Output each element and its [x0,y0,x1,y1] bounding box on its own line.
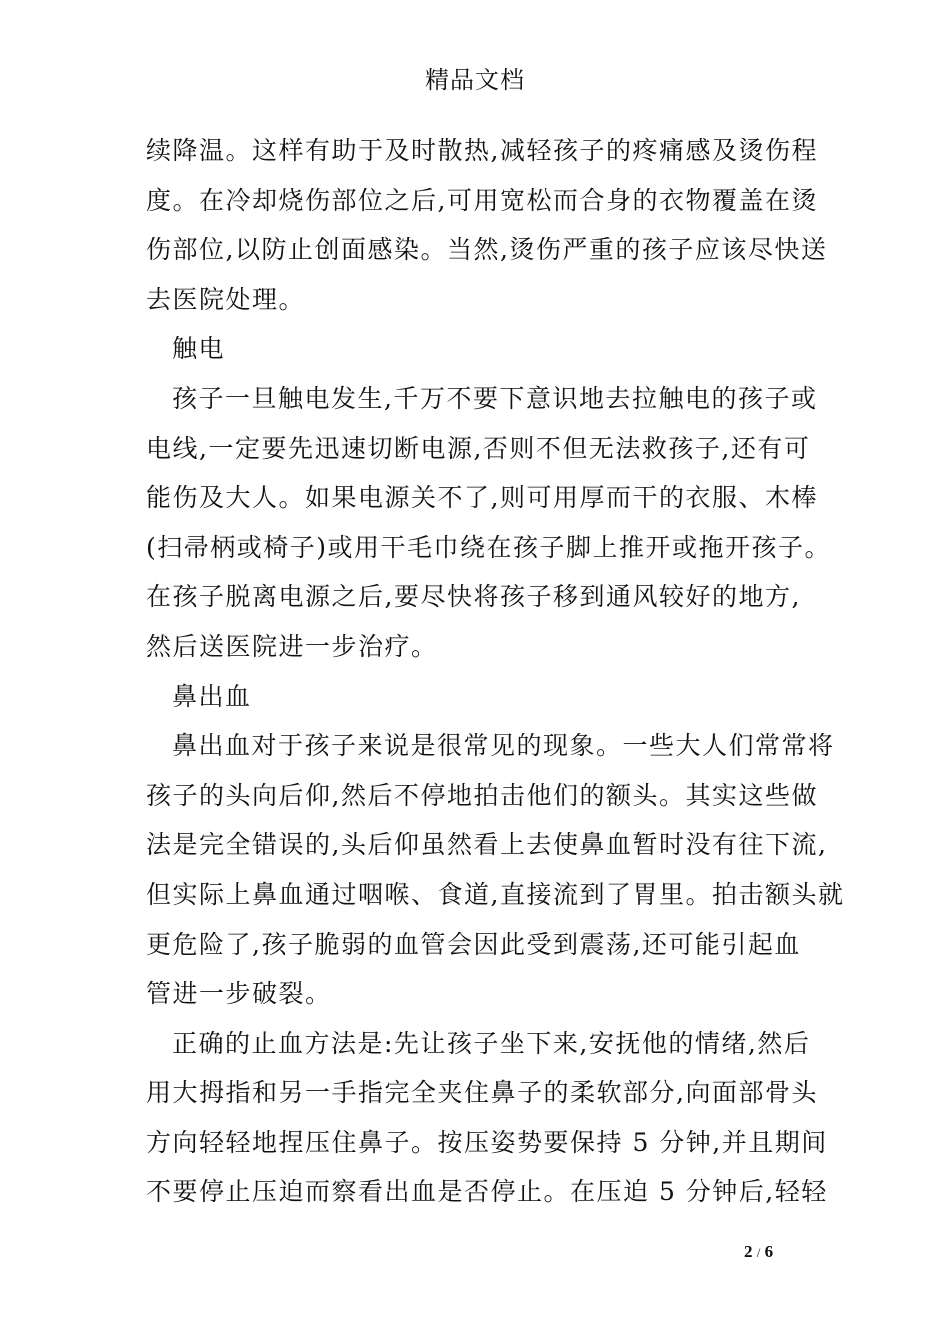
page-current: 2 [744,1242,753,1261]
body-line: 不要停止压迫而察看出血是否停止。在压迫 5 分钟后,轻轻 [146,1177,828,1207]
page-total: 6 [764,1242,774,1261]
document-body [146,126,845,1217]
body-line: 能伤及大人。如果电源关不了,则可用厚而干的衣服、木棒 [146,483,818,513]
body-line: 方向轻轻地捏压住鼻子。按压姿势要保持 5 分钟,并且期间 [146,1127,828,1157]
section-heading-nosebleed: 鼻出血 [172,681,252,711]
body-line: 但实际上鼻血通过咽喉、食道,直接流到了胃里。拍击额头就 [146,879,845,909]
paragraph-first-line: 鼻出血对于孩子来说是很常见的现象。一些大人们常常将 [172,731,835,761]
paragraph-first-line: 正确的止血方法是:先让孩子坐下来,安抚他的情绪,然后 [172,1028,811,1058]
body-line: 法是完全错误的,头后仰虽然看上去使鼻血暂时没有往下流, [146,830,828,860]
section-heading-electric-shock: 触电 [172,334,226,364]
paragraph-first-line: 孩子一旦触电发生,千万不要下意识地去拉触电的孩子或 [172,383,818,413]
body-line: 续降温。这样有助于及时散热,减轻孩子的疼痛感及烫伤程 [146,136,818,165]
body-line: 然后送医院进一步治疗。 [146,631,438,661]
body-line: 去医院处理。 [146,284,306,314]
page-header-title: 精品文档 [425,66,525,94]
page-number [744,1240,773,1265]
body-line: 孩子的头向后仰,然后不停地拍击他们的额头。其实这些做 [146,780,818,810]
body-line: 用大拇指和另一手指完全夹住鼻子的柔软部分,向面部骨头 [146,1078,818,1108]
body-line: 更危险了,孩子脆弱的血管会因此受到震荡,还可能引起血 [146,929,801,959]
body-line: 伤部位,以防止创面感染。当然,烫伤严重的孩子应该尽快送 [146,235,828,265]
page-separator: / [756,1245,761,1260]
body-line: 电线,一定要先迅速切断电源,否则不但无法救孩子,还有可 [146,433,811,463]
body-line: (扫帚柄或椅子)或用干毛巾绕在孩子脚上推开或拖开孩子。 [146,532,832,562]
body-line: 管进一步破裂。 [146,979,332,1009]
body-line: 度。在冷却烧伤部位之后,可用宽松而合身的衣物覆盖在烫 [146,185,818,215]
body-line: 在孩子脱离电源之后,要尽快将孩子移到通风较好的地方, [146,582,801,612]
